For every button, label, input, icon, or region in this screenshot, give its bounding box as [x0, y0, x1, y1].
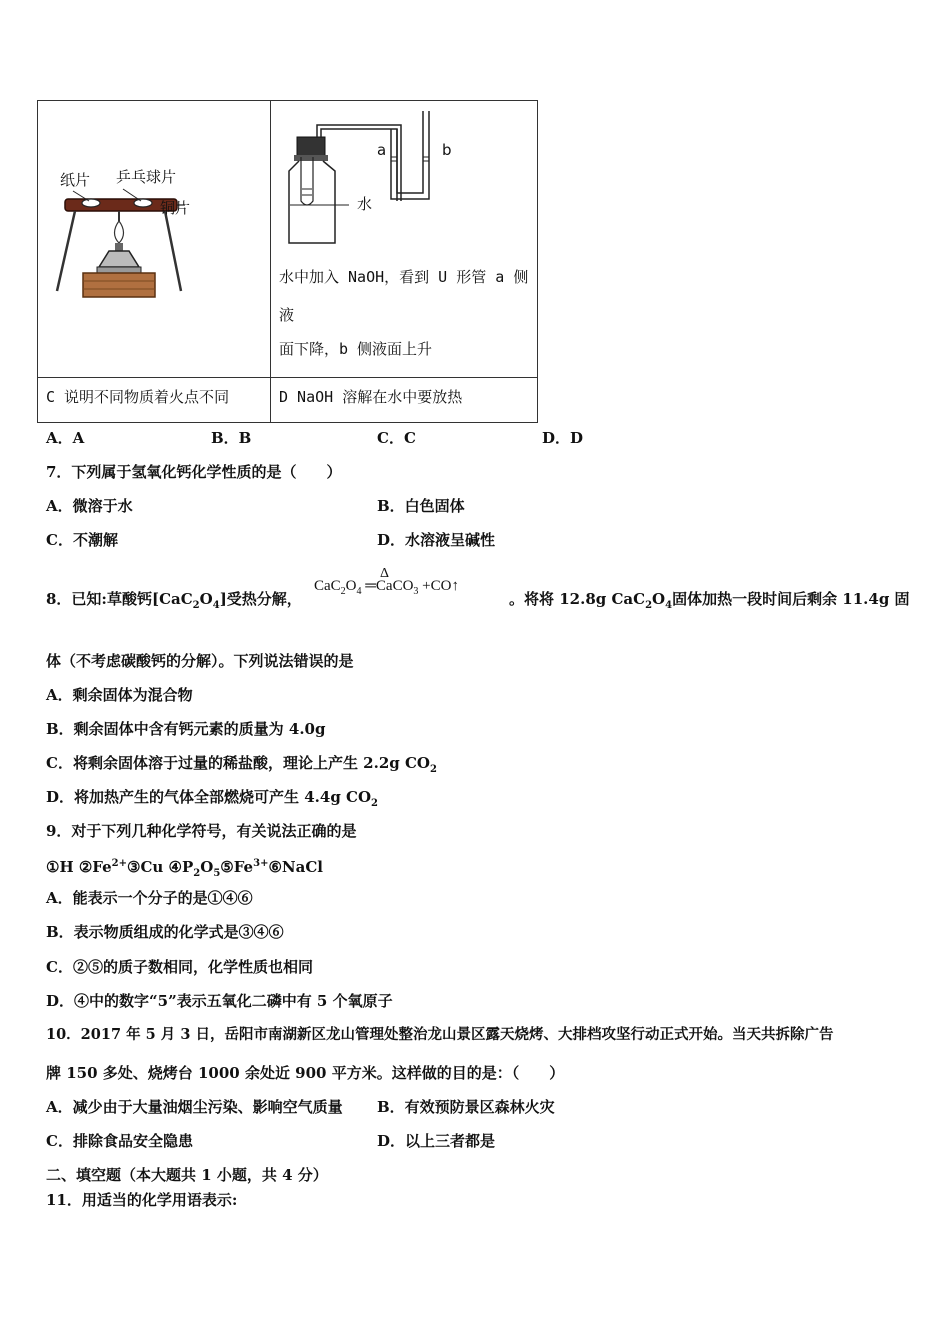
q9-symbols: ①H $②Fe^{2+}③Cu$ $④P_2O_5⑤Fe^{3+}⑥NaCl$ [46, 858, 323, 879]
alcohol-lamp [99, 251, 139, 267]
label-b: b [442, 141, 452, 159]
q6-option-a: A．A [46, 429, 85, 447]
conclusion-c: C 说明不同物质着火点不同 [46, 388, 230, 406]
flame [115, 221, 124, 243]
section-2-heading: 二、填空题（本大题共 1 小题，共 4 分） [46, 1166, 328, 1184]
q10-option-c: C．排除食品安全隐患 [46, 1132, 193, 1150]
q8-option-b: B．剩余固体中含有钙元素的质量为 4.0g [46, 720, 326, 738]
q7-option-c: C．不潮解 [46, 531, 118, 549]
q7-option-d: D．水溶液呈碱性 [377, 531, 496, 549]
paper-piece [82, 199, 100, 207]
equation-delta: Δ [380, 566, 390, 581]
q9-stem: 9．对于下列几种化学符号，有关说法正确的是 [46, 822, 357, 840]
conclusion-d: D NaOH 溶解在水中要放热 [279, 388, 463, 406]
right-desc-line3: 面下降，b 侧液面上升 [279, 340, 433, 358]
q6-option-c: C．C [377, 429, 416, 447]
q8-equation: Δ $CaC_2O_4$ ═CaCO$_3$ +CO↑ [314, 566, 459, 597]
q10-line1: 10．2017 年 5 月 3 日，岳阳市南湖新区龙山管理处整治龙山景区露天烧烤、大排档攻坚行动正式开始。当天共拆除广告 [46, 1026, 834, 1043]
q9-option-d: D．④中的数字“5”表示五氧化二磷中有 5 个氧原子 [46, 992, 393, 1010]
experiment-table [37, 100, 538, 423]
u-tube-apparatus-figure [283, 109, 453, 249]
label-water: 水 [357, 195, 373, 213]
table-horizontal-divider [38, 377, 538, 378]
q8-option-c: C．将剩余固体溶于过量的稀盐酸，理论上产生 2.2g $CO_2$ [46, 754, 437, 775]
q11-stem: 11．用适当的化学用语表示: [46, 1191, 238, 1209]
test-tube [301, 157, 313, 205]
label-paper: 纸片 [60, 171, 91, 189]
q7-stem: 7．下列属于氢氧化钙化学性质的是（ ） [46, 463, 342, 481]
label-pingpong: 乒乓球片 [116, 168, 177, 186]
q10-option-b: B．有效预防景区森林火灾 [377, 1098, 555, 1116]
q8-stem-line1-after: 。将将 12.8g $CaC_2O_4$固体加热一段时间后剩余 11.4g 固 [509, 590, 910, 611]
q9-option-c: C．②⑤的质子数相同，化学性质也相同 [46, 958, 313, 976]
q6-option-b: B．B [211, 429, 252, 447]
q7-option-a: A．微溶于水 [46, 497, 133, 515]
q9-option-b: B．表示物质组成的化学式是③④⑥ [46, 923, 284, 941]
wooden-block [83, 273, 155, 297]
q10-line2: 牌 150 多处、烧烤台 1000 余处近 900 平方米。这样做的目的是：（ ） [46, 1064, 565, 1082]
q9-option-a: A．能表示一个分子的是①④⑥ [46, 889, 253, 907]
q8-option-d: D．将加热产生的气体全部燃烧可产生 4.4g $CO_2$ [46, 788, 379, 809]
pingpong-piece [134, 199, 152, 207]
label-a: a [377, 141, 387, 159]
q6-option-d: D．D [542, 429, 584, 447]
q10-option-d: D．以上三者都是 [377, 1132, 496, 1150]
right-desc-line2: 液 [279, 306, 295, 324]
q10-option-a: A．减少由于大量油烟尘污染、影响空气质量 [46, 1098, 343, 1116]
q7-option-b: B．白色固体 [377, 497, 465, 515]
q8-stem-line2: 体（不考虑碳酸钙的分解）。下列说法错误的是 [46, 652, 354, 670]
q8-option-a: A．剩余固体为混合物 [46, 686, 193, 704]
label-copper: 铜片 [160, 199, 191, 217]
right-desc-line1: 水中加入 NaOH，看到 U 形管 a 侧 [279, 268, 529, 286]
table-vertical-divider [270, 101, 271, 423]
q8-stem-line1: 8．已知:草酸钙$[CaC_2O_4]$受热分解， [46, 590, 302, 611]
equation-equals: ═ [365, 578, 376, 594]
